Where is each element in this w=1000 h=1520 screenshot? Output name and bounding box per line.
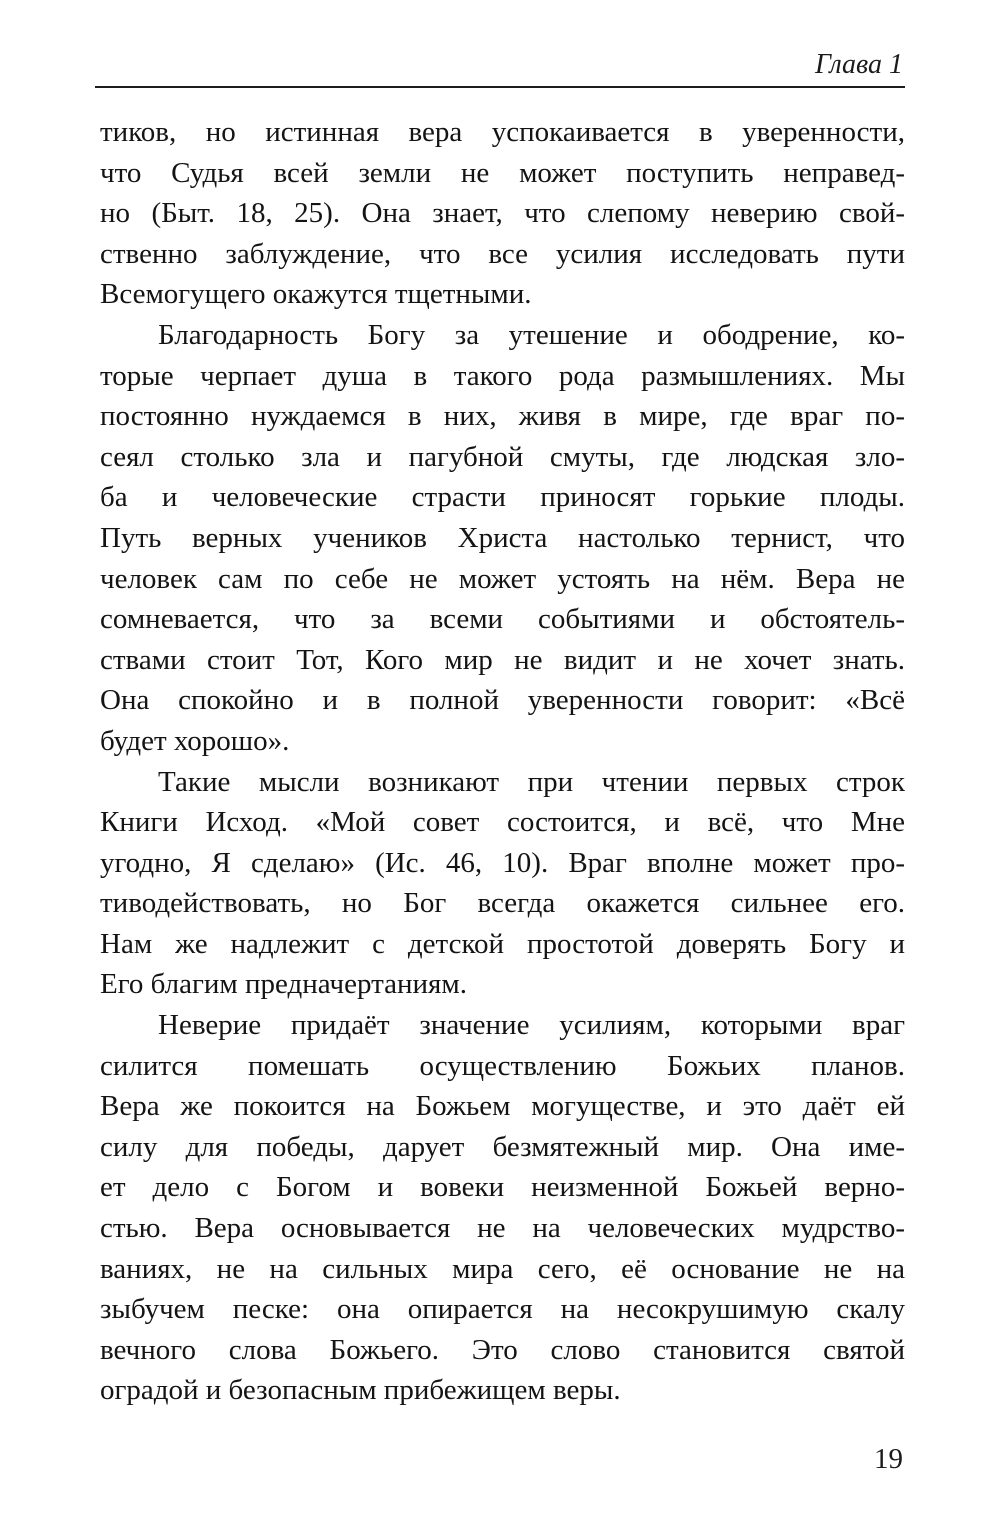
text-line: ственно заблуждение, что все усилия исследовать пути (100, 237, 905, 270)
text-line: постоянно нуждаемся в них, живя в мире, где враг по- (100, 400, 905, 433)
text-line: Всемогущего окажутся тщетными. (100, 278, 532, 311)
chapter-heading: Глава 1 (815, 49, 903, 80)
text-line: силу для победы, дарует безмятежный мир. Она име- (100, 1130, 905, 1163)
paragraph (100, 315, 905, 762)
text-line: Путь верных учеников Христа настолько тернист, что (100, 521, 905, 554)
text-line: ет дело с Богом и вовеки неизменной Божьей верно- (100, 1171, 905, 1204)
text-line: вечного слова Божьего. Это слово становится святой (100, 1333, 905, 1366)
text-line: будет хорошо». (100, 724, 290, 757)
text-line: но (Быт. 18, 25). Она знает, что слепому неверию свой- (100, 197, 905, 230)
text-line: ваниях, не на сильных мира сего, её основание не на (100, 1252, 905, 1285)
text-line: сомневается, что за всеми событиями и обстоятель- (100, 603, 905, 636)
text-line: Такие мысли возникают при чтении первых строк (158, 765, 905, 798)
text-line: стью. Вера основывается не на человеческих мудрство- (100, 1212, 905, 1245)
text-line: сеял столько зла и пагубной смуты, где людская зло- (100, 440, 905, 473)
text-line: зыбучем песке: она опирается на несокрушимую скалу (100, 1293, 905, 1326)
text-line: оградой и безопасным прибежищем веры. (100, 1374, 621, 1407)
text-line: человек сам по себе не может устоять на нём. Вера не (100, 562, 905, 595)
page-body (100, 112, 905, 1411)
text-line: Вера же покоится на Божьем могуществе, и это даёт ей (100, 1090, 905, 1123)
text-line: Книги Исход. «Мой совет состоится, и всё, что Мне (100, 806, 905, 839)
text-line: тиков, но истинная вера успокаивается в уверенности, (100, 116, 905, 148)
text-line: ба и человеческие страсти приносят горькие плоды. (100, 481, 905, 514)
text-line: силится помешать осуществлению Божьих планов. (100, 1049, 905, 1082)
text-line: угодно, Я сделаю» (Ис. 46, 10). Враг вполне может про- (100, 846, 905, 879)
text-line: ствами стоит Тот, Кого мир не видит и не хочет знать. (100, 643, 905, 676)
text-line: Нам же надлежит с детской простотой доверять Богу и (100, 927, 905, 960)
paragraph (100, 112, 905, 315)
text-line: Его благим предначертаниям. (100, 968, 467, 1001)
text-line: Она спокойно и в полной уверенности говорит: «Всё (100, 684, 905, 717)
text-line: что Судья всей земли не может поступить неправед- (100, 156, 905, 189)
paragraph (100, 762, 905, 1006)
header-rule (95, 86, 905, 88)
running-header (95, 50, 903, 80)
text-line: тиводействовать, но Бог всегда окажется сильнее его. (100, 887, 905, 920)
text-line: Благодарность Богу за утешение и ободрение, ко- (158, 318, 905, 351)
text-line: Неверие придаёт значение усилиям, которыми враг (158, 1009, 905, 1042)
paragraph (100, 1005, 905, 1411)
page-number: 19 (874, 1443, 903, 1475)
text-line: торые черпает душа в такого рода размышлениях. Мы (100, 359, 905, 392)
